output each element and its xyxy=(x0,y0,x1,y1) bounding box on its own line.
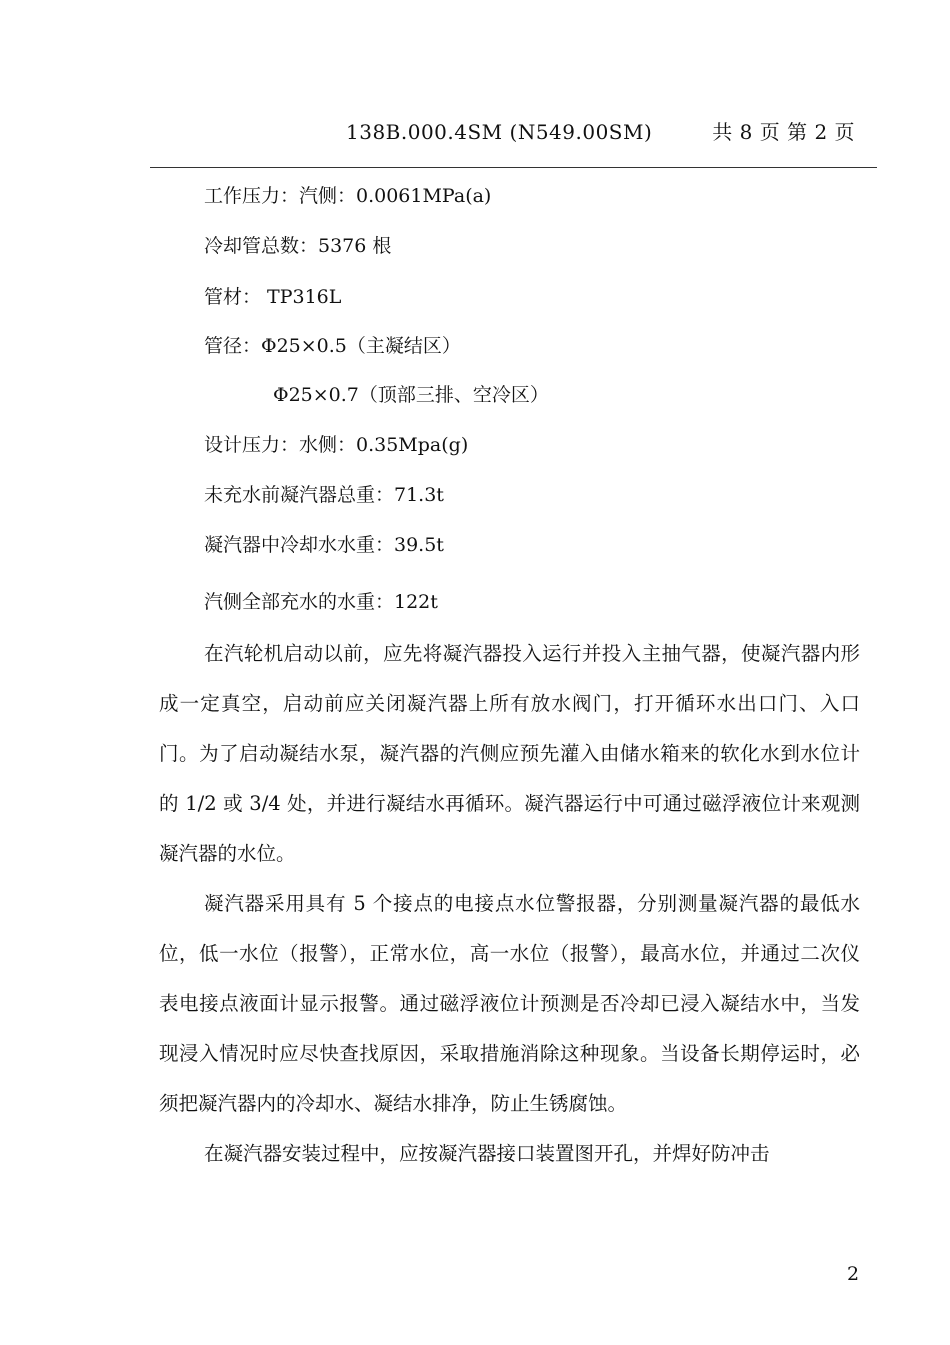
paragraph-water-level-alarm: 凝汽器采用具有 5 个接点的电接点水位警报器，分别测量凝汽器的最低水位，低一水位（报警），正常水位，高一水位（报警），最高水位，并通过二次仪表电接点液面计显示报警。通过磁浮液位计预测是否冷却已浸入凝结水中，当发现浸入情况时应尽快查找原因，采取措施消除这种现象。当设备长期停运时，必须把凝汽器内的冷却水、凝结水排净，防止生锈腐蚀。 xyxy=(159,892,860,1115)
page-number: 2 xyxy=(847,1263,860,1285)
spec-working-pressure: 工作压力：汽侧：0.0061MPa(a) xyxy=(204,185,492,207)
spec-design-pressure: 设计压力：水侧：0.35Mpa(g) xyxy=(204,434,469,456)
page-info: 共 8 页 第 2 页 xyxy=(712,120,856,144)
page-header xyxy=(346,116,855,145)
spec-tube-diameter: 管径：Φ25×0.5（主凝结区） xyxy=(204,335,461,357)
spec-tube-material: 管材： TP316L xyxy=(204,286,342,308)
spec-tube-count: 冷却管总数：5376 根 xyxy=(204,235,392,257)
spec-flooded-weight: 汽侧全部充水的水重：122t xyxy=(204,591,438,613)
paragraph-startup: 在汽轮机启动以前，应先将凝汽器投入运行并投入主抽气器，使凝汽器内形成一定真空，启动前应关闭凝汽器上所有放水阀门，打开循环水出口门、入口门。为了启动凝结水泵，凝汽器的汽侧应预先灌入由储水箱来的软化水到水位计的 1/2 或 3/4 处，并进行凝结水再循环。凝汽器运行中可通过磁浮液位计来观测凝汽器的水位。 xyxy=(159,642,860,865)
paragraph-installation: 在凝汽器安装过程中，应按凝汽器接口装置图开孔，并焊好防冲击 xyxy=(204,1142,770,1165)
document-code: 138B.000.4SM (N549.00SM) xyxy=(346,120,653,144)
spec-dry-weight: 未充水前凝汽器总重：71.3t xyxy=(204,484,444,506)
body-text xyxy=(159,629,860,1179)
header-rule xyxy=(150,167,877,168)
spec-tube-diameter-2: Φ25×0.7（顶部三排、空冷区） xyxy=(273,384,549,406)
spec-cooling-water-weight: 凝汽器中冷却水水重：39.5t xyxy=(204,534,444,556)
